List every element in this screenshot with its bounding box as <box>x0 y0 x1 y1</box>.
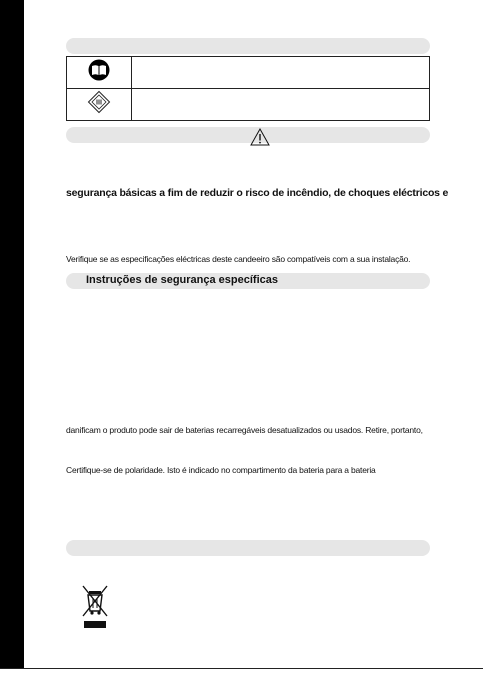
symbol-icon-cell <box>67 57 132 89</box>
body-line: Verifique se as especificações eléctricas deste candeeiro são compatíveis com a sua instalação. <box>66 254 411 264</box>
symbol-row <box>67 57 430 89</box>
section-title: Instruções de segurança específicas <box>86 274 278 286</box>
symbol-description <box>131 89 429 121</box>
symbol-row <box>67 89 430 121</box>
section-bar-symbols <box>66 38 430 54</box>
bottom-rule <box>0 668 483 669</box>
section-bar-warning <box>66 127 430 143</box>
section-bar-disposal <box>66 540 430 556</box>
body-line: Certifique-se de polaridade. Isto é indicado no compartimento da bateria para a bateria <box>66 465 376 475</box>
warning-triangle-icon <box>250 128 270 146</box>
symbol-icon-cell <box>67 89 132 121</box>
body-line: danificam o produto pode sair de baterias recarregáveis desatualizados ou usados. Retire, portanto, <box>66 425 423 435</box>
symbol-description <box>131 57 429 89</box>
symbol-table <box>66 56 430 121</box>
class-iii-diamond-icon <box>87 90 111 114</box>
book-icon <box>88 59 110 81</box>
body-line: segurança básicas a fim de reduzir o risco de incêndio, de choques eléctricos e <box>66 187 449 199</box>
crossed-out-bin-icon <box>80 583 110 631</box>
